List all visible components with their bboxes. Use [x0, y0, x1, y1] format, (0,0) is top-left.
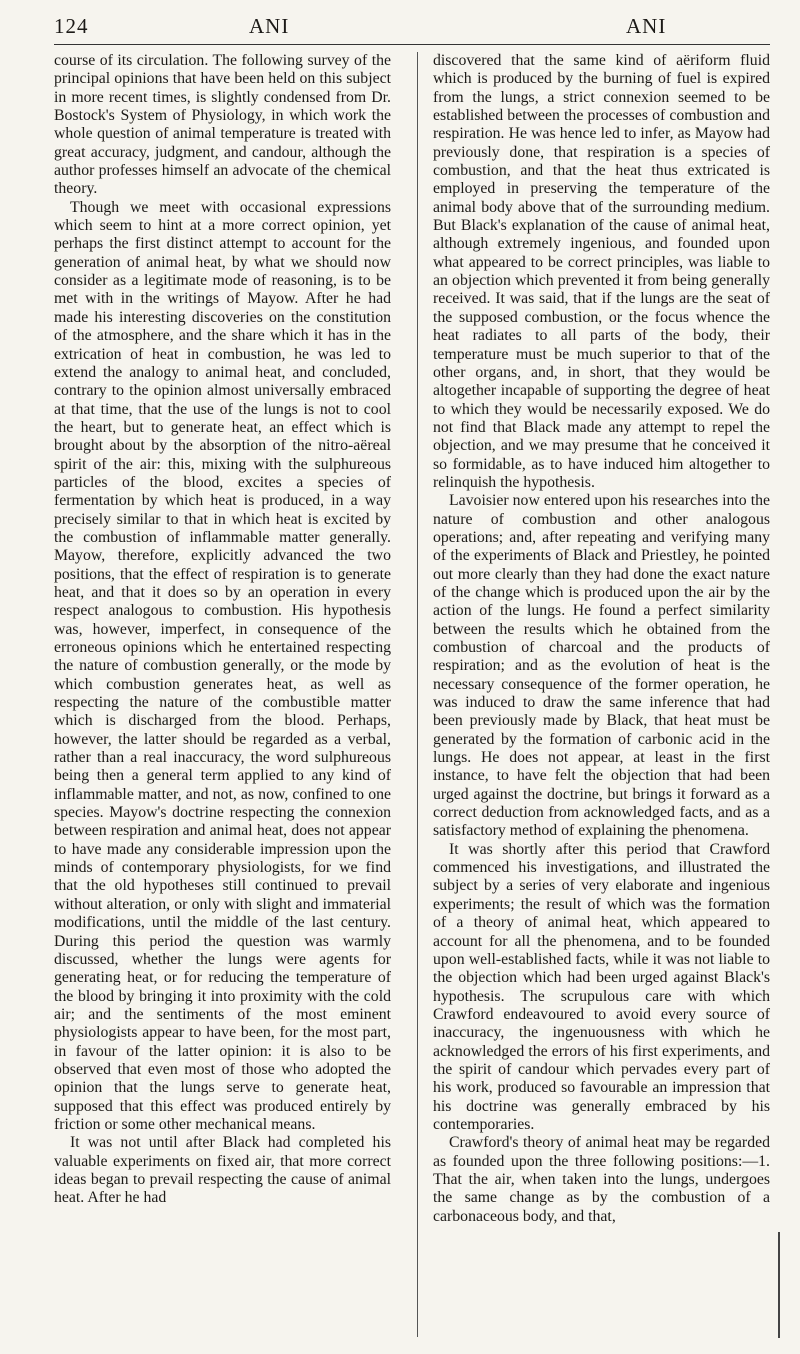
- column-divider: [417, 52, 418, 1337]
- paragraph: Lavoisier now entered upon his researches into the nature of combustion and other analogous operations; and, after repeating and verifying many of the experiments of Black and Priestley, he pointed out more clearly than they had done the exact nature of the change which is produced upon the air by the action of the lungs. He found a perfect similarity between the results which he obtained from the combustion of charcoal and the products of respiration; and as the evolution of heat is the necessary consequence of the former operation, he was induced to draw the same inference that had been previously made by Black, that heat must be generated by the formation of carbonic acid in the lungs. He does not appear, at least in the first instance, to have felt the objection that had been urged against the doctrine, but brings it forward as a correct deduction from acknowledged facts, and as a satisfactory method of explaining the phenomena.: [433, 492, 770, 840]
- right-running-title: ANI: [626, 14, 667, 38]
- header-rule: [54, 44, 770, 45]
- paragraph: It was shortly after this period that Crawford commenced his investigations, and illustrated the subject by a series of very elaborate and ingenious experiments; the result of which was the formation of a theory of animal heat, which appeared to account for all the phenomena, and to be founded upon well-established facts, while it was not liable to the objection which had been urged against Black's hypothesis. The scrupulous care with which Crawford endeavoured to avoid every source of inaccuracy, the ingenuousness with which he acknowledged the errors of his first experiments, and the spirit of candour which pervades every part of his work, produced so favourable an impression that his doctrine was generally embraced by his contemporaries.: [433, 840, 770, 1133]
- page-edge-mark: [778, 1232, 780, 1338]
- left-column: [54, 52, 391, 1208]
- paragraph: course of its circulation. The following survey of the principal opinions that have been held on this subject in more recent times, is slightly condensed from Dr. Bostock's System of Physiology, in which work the whole question of animal temperature is treated with great accuracy, judgment, and candour, although the author professes himself an advocate of the chemical theory.: [54, 52, 391, 198]
- right-column: [433, 52, 770, 1226]
- page-number: 124: [54, 14, 89, 38]
- paragraph: It was not until after Black had completed his valuable experiments on fixed air, that more correct ideas began to prevail respecting the cause of animal heat. After he had: [54, 1134, 391, 1207]
- running-header: [54, 14, 770, 40]
- left-running-title: ANI: [249, 14, 290, 38]
- paragraph: Crawford's theory of animal heat may be regarded as founded upon the three following positions:—1. That the air, when taken into the lungs, undergoes the same change as by the combustion of a carbonaceous body, and that,: [433, 1134, 770, 1225]
- paragraph: Though we meet with occasional expressions which seem to hint at a more correct opinion, yet perhaps the first distinct attempt to account for the generation of animal heat, by what we should now consider as a legitimate mode of reasoning, is to be met with in the writings of Mayow. After he had made his interesting discoveries on the constitution of the atmosphere, and the share which it has in the extrication of heat in combustion, he was led to extend the analogy to animal heat, and concluded, contrary to the opinion almost universally embraced at that time, that the use of the lungs is not to cool the heart, but to generate heat, an effect which is brought about by the absorption of the nitro-aëreal spirit of the air: this, mixing with the sulphureous particles of the blood, excites a species of fermentation by which heat is produced, in a way precisely similar to that in which heat is excited by the combustion of inflammable matter generally. Mayow, therefore, explicitly advanced the two positions, that the effect of respiration is to generate heat, and that it does so by an operation in every respect analogous to combustion. His hypothesis was, however, imperfect, in consequence of the erroneous opinions which he entertained respecting the nature of combustion generally, or the mode by which combustion generates heat, as well as respecting the nature of the combustible matter which is discharged from the blood. Perhaps, however, the latter should be regarded as a verbal, rather than a real inaccuracy, the word sulphureous being then a general term applied to any kind of inflammable matter, and not, as now, confined to one species. Mayow's doctrine respecting the connexion between respiration and animal heat, does not appear to have made any considerable impression upon the minds of contemporary physiologists, for we find that the old hypotheses still continued to prevail without alteration, or only with slight and immaterial modifications, until the middle of the last century. During this period the question was warmly discussed, whether the lungs were agents for generating heat, or for reducing the temperature of the blood by bringing it into proximity with the cold air; and the sentiments of the most eminent physiologists appear to have been, for the most part, in favour of the latter opinion: it is also to be observed that even most of those who adopted the opinion that the lungs serve to generate heat, supposed that this effect was produced entirely by friction or some other mechanical means.: [54, 198, 391, 1133]
- paragraph: discovered that the same kind of aëriform fluid which is produced by the burning of fuel is expired from the lungs, a strict connexion seemed to be established between the processes of combustion and respiration. He was hence led to infer, as Mayow had previously done, that respiration is a species of combustion, and that the heat thus extricated is employed in preserving the temperature of the animal body above that of the surrounding medium. But Black's explanation of the cause of animal heat, although extremely ingenious, and founded upon what appeared to be correct principles, was liable to an objection which prevented it from being generally received. It was said, that if the lungs are the seat of the supposed combustion, or the focus whence the heat radiates to all parts of the body, their temperature must be much superior to that of the other organs, and, in short, that they would be altogether incapable of supporting the degree of heat to which they would be necessarily exposed. We do not find that Black made any attempt to repel the objection, and we may presume that he conceived it so formidable, as to have induced him altogether to relinquish the hypothesis.: [433, 52, 770, 491]
